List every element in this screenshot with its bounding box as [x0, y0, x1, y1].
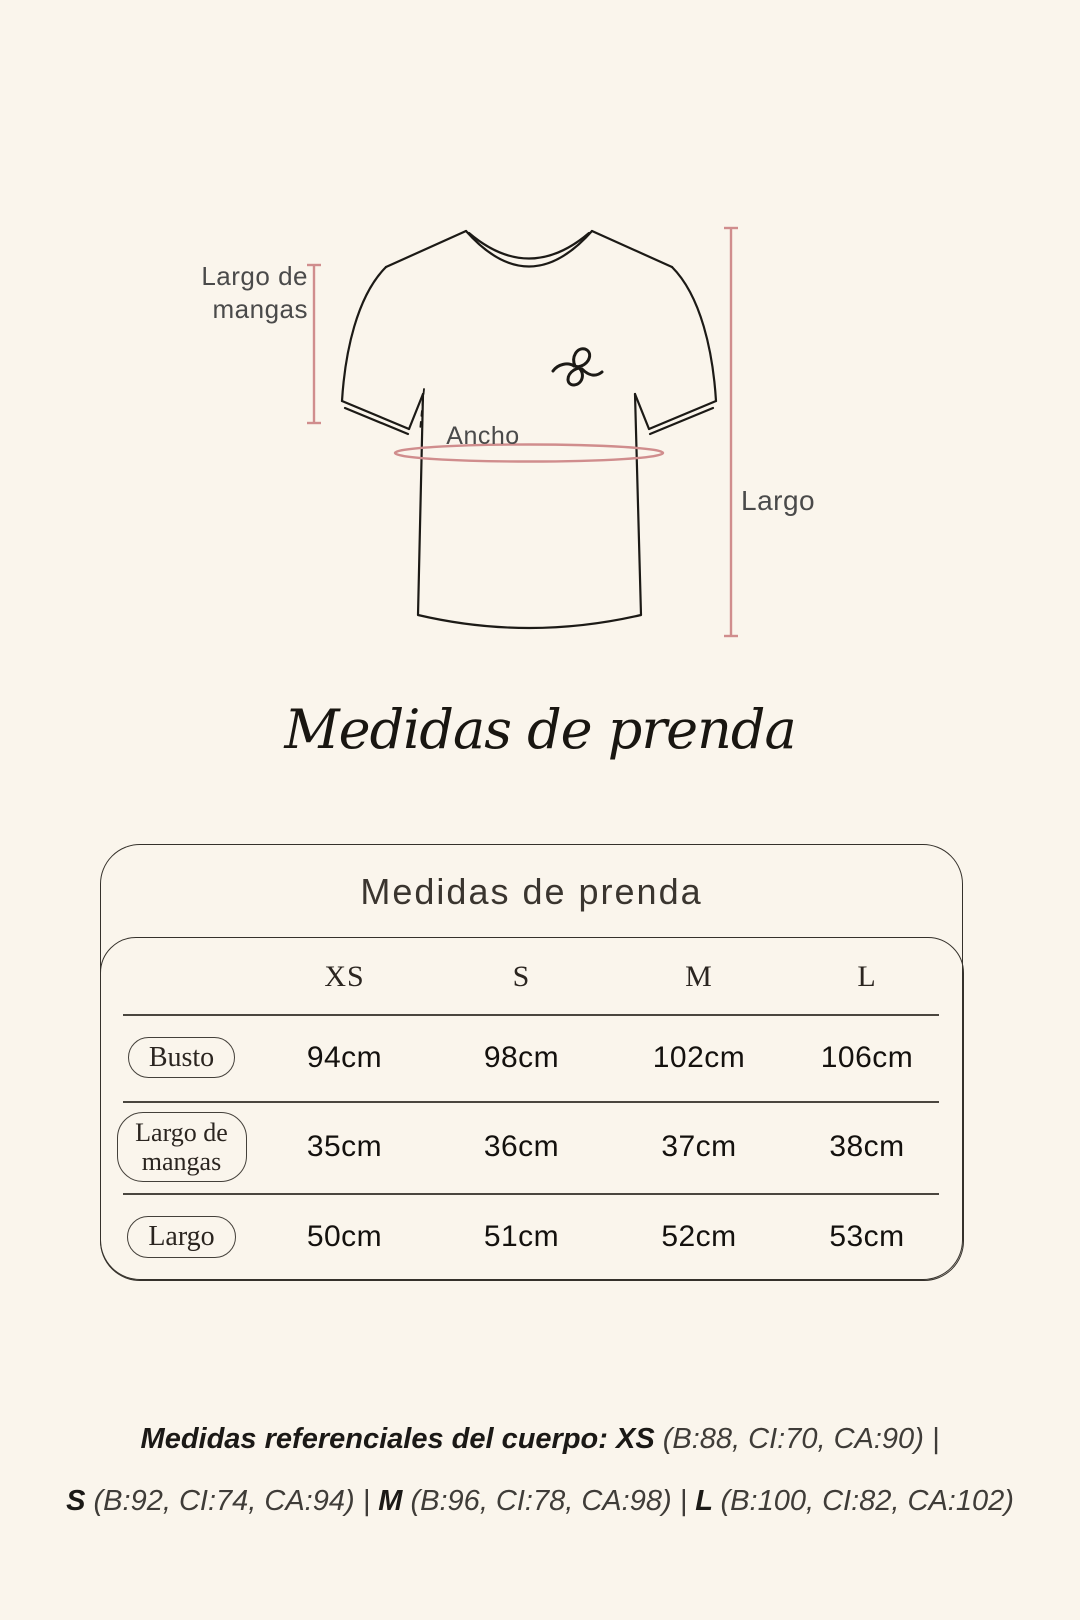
table-cell: 52cm	[661, 1220, 737, 1253]
note-line-2: S (B:92, CI:74, CA:94) | M (B:96, CI:78, CA:98) | L (B:100, CI:82, CA:102)	[66, 1485, 1014, 1517]
table-title: Medidas de prenda	[360, 871, 703, 912]
column-header-l: L	[857, 959, 877, 993]
row-label-largo: Largo	[127, 1216, 235, 1257]
table-header-row	[101, 939, 964, 1014]
column-header-m: M	[685, 959, 713, 993]
column-header-xs: XS	[324, 959, 365, 993]
table-cell: 102cm	[652, 1040, 746, 1074]
width-label: Ancho	[446, 422, 520, 450]
table-cell: 36cm	[483, 1130, 560, 1163]
body-measurements-note	[40, 1408, 1040, 1532]
table-row-mangas	[101, 1101, 964, 1193]
brand-logo-icon	[553, 349, 602, 385]
note-line-1: Medidas referenciales del cuerpo: XS (B:88, CI:70, CA:90) |	[140, 1423, 940, 1455]
size-table	[100, 844, 963, 1280]
length-line	[724, 228, 738, 636]
table-row-busto	[101, 1014, 964, 1101]
length-label: Largo	[741, 485, 816, 516]
tshirt-measurement-diagram	[0, 0, 1080, 660]
table-row-largo	[101, 1193, 964, 1281]
table-cell: 35cm	[306, 1130, 383, 1163]
table-cell: 37cm	[661, 1130, 737, 1163]
column-header-s: S	[512, 959, 531, 993]
row-label-busto: Busto	[128, 1037, 235, 1078]
table-cell: 106cm	[820, 1040, 914, 1074]
table-cell: 94cm	[306, 1040, 383, 1074]
sleeve-length-line	[307, 265, 321, 423]
page-title: Medidas de prenda	[284, 698, 796, 761]
table-cell: 53cm	[829, 1220, 905, 1253]
table-cell: 38cm	[829, 1130, 905, 1163]
sleeve-length-label: Largo de mangas	[201, 261, 308, 324]
table-cell: 50cm	[306, 1220, 383, 1253]
row-label-mangas: Largo de mangas	[117, 1112, 247, 1182]
table-cell: 98cm	[483, 1040, 560, 1074]
table-cell: 51cm	[483, 1220, 560, 1253]
